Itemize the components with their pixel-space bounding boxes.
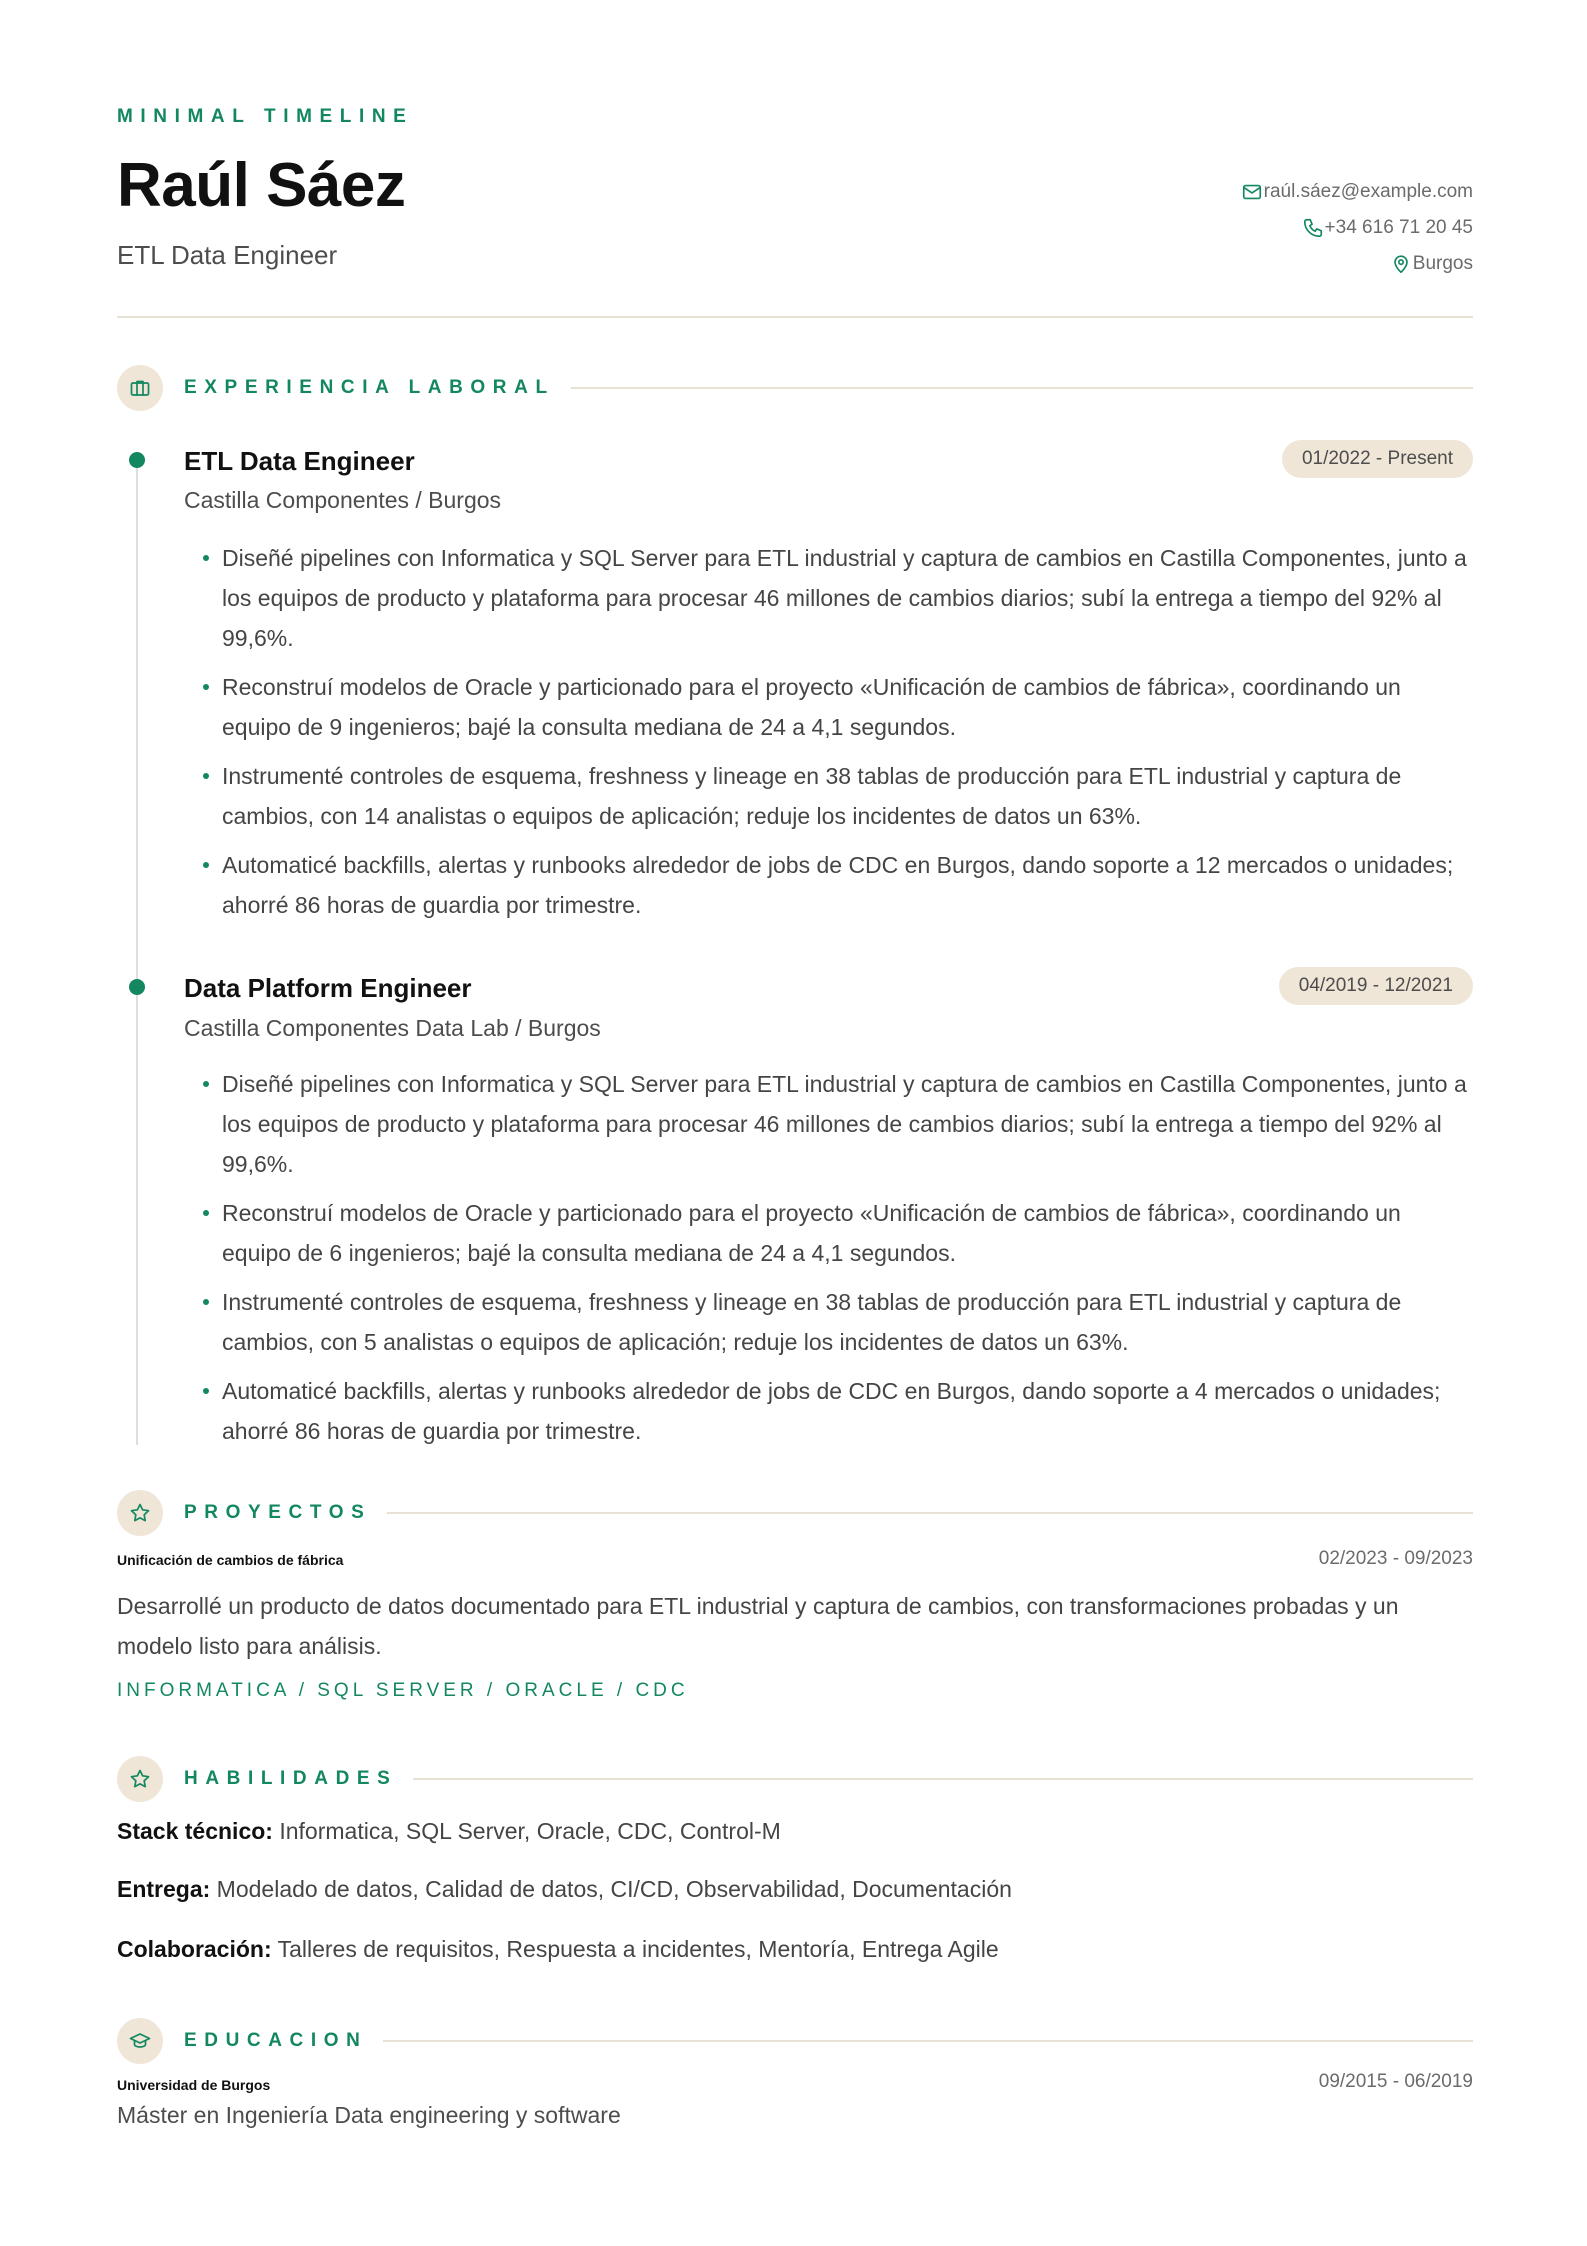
job-bullet-list [202, 538, 1473, 934]
skill-label: Stack técnico: [117, 1818, 273, 1844]
projects-icon-badge [117, 1490, 163, 1536]
education-section-header [117, 2017, 1473, 2065]
phone-icon [1302, 217, 1324, 239]
contact-location-text: Burgos [1412, 253, 1473, 274]
job-bullet: Diseñé pipelines con Informatica y SQL Server para ETL industrial y captura de cambios en Castilla Componentes, junto a los equipos de producto y plataforma para procesar 46 millones de cambios diarios; subí la entrega a tiempo del 92% al 99,6%. [202, 538, 1473, 658]
skills-section-rule [413, 1778, 1473, 1780]
skills-icon-badge [117, 1756, 163, 1802]
job-company: Castilla Componentes / Burgos [184, 487, 502, 513]
experience-section-title: EXPERIENCIA LABORAL [184, 377, 555, 398]
project-name: Unificación de cambios de fábrica [117, 1552, 344, 1568]
job-bullet: Automaticé backfills, alertas y runbooks alrededor de jobs de CDC en Burgos, dando soporte a 4 mercados o unidades; ahorré 86 horas de guardia por trimestre. [202, 1371, 1473, 1451]
job-bullet: Reconstruí modelos de Oracle y particionado para el proyecto «Unificación de cambios de fábrica», coordinando un equipo de 9 ingenieros; bajé la consulta mediana de 24 a 4,1 segundos. [202, 667, 1473, 747]
job-title: ETL Data Engineer [184, 446, 415, 476]
skill-value: Talleres de requisitos, Respuesta a incidentes, Mentoría, Entrega Agile [271, 1936, 999, 1962]
job-company: Castilla Componentes Data Lab / Burgos [184, 1015, 601, 1041]
timeline-dot [129, 452, 145, 468]
education-degree: Máster en Ingeniería Data engineering y software [117, 2102, 621, 2128]
skill-row [117, 1936, 999, 1963]
job-bullet: Instrumenté controles de esquema, freshness y lineage en 38 tablas de producción para ETL industrial y captura de cambios, con 5 analistas o equipos de aplicación; reduje los incidentes de datos un 63%. [202, 1282, 1473, 1362]
skill-row [117, 1876, 1012, 1903]
experience-section-rule [571, 387, 1473, 389]
job-date-badge: 01/2022 - Present [1282, 440, 1473, 478]
skill-value: Modelado de datos, Calidad de datos, CI/CD, Observabilidad, Documentación [210, 1876, 1012, 1902]
contact-block [1073, 174, 1473, 282]
header-divider [117, 316, 1473, 318]
job-bullet-list [202, 1064, 1473, 1460]
star-icon [128, 1501, 152, 1525]
contact-phone[interactable] [1073, 210, 1473, 246]
graduation-cap-icon [128, 2029, 152, 2053]
contact-phone-text: +34 616 71 20 45 [1324, 217, 1473, 238]
contact-location [1073, 246, 1473, 282]
skill-label: Entrega: [117, 1876, 211, 1902]
mail-icon [1241, 181, 1263, 203]
job-bullet: Instrumenté controles de esquema, freshness y lineage en 38 tablas de producción para ETL industrial y captura de cambios, con 14 analistas o equipos de aplicación; reduje los incidentes de datos un 63%. [202, 756, 1473, 836]
skills-section-title: HABILIDADES [184, 1768, 398, 1789]
job-bullet: Diseñé pipelines con Informatica y SQL Server para ETL industrial y captura de cambios en Castilla Componentes, junto a los equipos de producto y plataforma para procesar 46 millones de cambios diarios; subí la entrega a tiempo del 92% al 99,6%. [202, 1064, 1473, 1184]
project-dates: 02/2023 - 09/2023 [1318, 1548, 1473, 1569]
star-icon [128, 1767, 152, 1791]
projects-section-rule [387, 1512, 1473, 1514]
candidate-name: Raúl Sáez [117, 151, 406, 220]
project-tech-tags: INFORMATICA / SQL SERVER / ORACLE / CDC [117, 1680, 689, 1701]
experience-section-header [117, 364, 1473, 412]
job-bullet: Reconstruí modelos de Oracle y particionado para el proyecto «Unificación de cambios de fábrica», coordinando un equipo de 6 ingenieros; bajé la consulta mediana de 24 a 4,1 segundos. [202, 1193, 1473, 1273]
education-section-title: EDUCACION [184, 2030, 368, 2051]
contact-email[interactable] [1073, 174, 1473, 210]
skill-label: Colaboración: [117, 1936, 272, 1962]
projects-section-header [117, 1489, 1473, 1537]
template-eyebrow: MINIMAL TIMELINE [117, 106, 414, 127]
education-section-rule [383, 2040, 1473, 2042]
map-pin-icon [1390, 253, 1412, 275]
job-date-badge: 04/2019 - 12/2021 [1279, 967, 1473, 1005]
timeline-line [136, 460, 138, 1445]
experience-icon-badge [117, 365, 163, 411]
skills-section-header [117, 1755, 1473, 1803]
briefcase-icon [128, 376, 152, 400]
education-icon-badge [117, 2018, 163, 2064]
candidate-role: ETL Data Engineer [117, 240, 338, 270]
education-school: Universidad de Burgos [117, 2077, 271, 2093]
skill-row [117, 1818, 781, 1845]
education-dates: 09/2015 - 06/2019 [1318, 2071, 1473, 2092]
timeline-dot [129, 979, 145, 995]
projects-section-title: PROYECTOS [184, 1502, 372, 1523]
job-title: Data Platform Engineer [184, 973, 472, 1003]
job-bullet: Automaticé backfills, alertas y runbooks alrededor de jobs de CDC en Burgos, dando soporte a 12 mercados o unidades; ahorré 86 horas de guardia por trimestre. [202, 845, 1473, 925]
skill-value: Informatica, SQL Server, Oracle, CDC, Control-M [272, 1818, 781, 1844]
project-description: Desarrollé un producto de datos documentado para ETL industrial y captura de cambios, con transformaciones probadas y un modelo listo para análisis. [117, 1593, 1399, 1659]
contact-email-text: raúl.sáez@example.com [1263, 181, 1473, 202]
